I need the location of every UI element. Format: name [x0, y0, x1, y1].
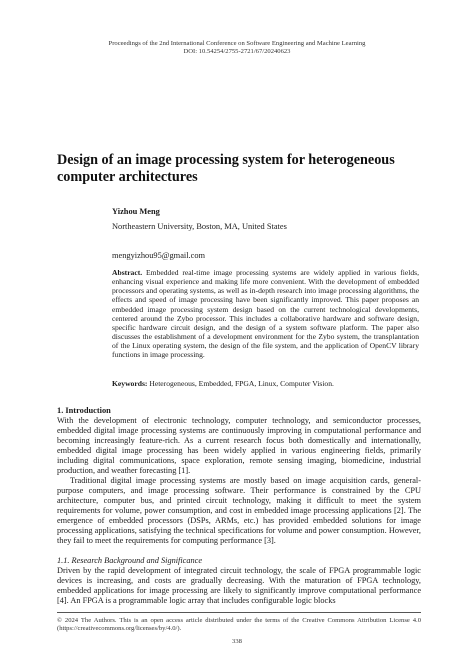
subsection-heading-background: 1.1. Research Background and Significance — [57, 556, 203, 565]
keywords-text: Heterogeneous, Embedded, FPGA, Linux, Computer Vision. — [147, 379, 334, 388]
license-footnote: © 2024 The Authors. This is an open access article distributed under the terms of the Creative Commons Attribution License 4.0 (https://creativecommons.org/licenses/by/4.0/). — [57, 617, 421, 632]
keywords-label: Keywords: — [112, 379, 148, 388]
paper-title: Design of an image processing system for heterogeneous computer architectures — [57, 152, 395, 185]
keywords — [112, 379, 419, 388]
abstract — [112, 268, 419, 360]
intro-paragraph-2: Traditional digital image processing systems are mostly based on image acquisition cards, general-purpose computers, and image processing software. Their performance is constrained by the CPU architecture, computer bus, and printed circuit technology, making it difficult to meet the system requirements for volume, power consumption, and cost in embedded image processing applications [2]. The emergence of embedded processors (DSPs, ARMs, etc.) has provided embedded solutions for image processing applications, satisfying the technical specifications for volume and power consumption. However, they fail to meet the requirements for computing performance [3]. — [57, 476, 421, 545]
running-header-conference: Proceedings of the 2nd International Conference on Software Engineering and Machine Learning — [108, 40, 366, 47]
footnote-divider — [57, 612, 421, 613]
background-paragraph: Driven by the rapid development of integrated circuit technology, the scale of FPGA programmable logic devices is increasing, and costs are gradually decreasing. With the maturation of FPGA technology, embedded applications for image processing are likely to significantly improve computational performance [4]. An FPGA is a programmable logic array that includes configurable logic blocks — [57, 566, 421, 605]
author-affiliation: Northeastern University, Boston, MA, United States — [112, 222, 287, 231]
section-heading-introduction: 1. Introduction — [57, 406, 111, 415]
author-email: mengyizhou95@gmail.com — [112, 251, 206, 260]
running-header-doi: DOI: 10.54254/2755-2721/67/20240623 — [183, 48, 291, 55]
abstract-label: Abstract. — [112, 268, 143, 277]
abstract-text: Embedded real-time image processing systems are widely applied in various fields, enhancing visual experience and making life more convenient. With the development of embedded processors and operating systems, as well as in-depth research into image processing algorithms, the effects and speed of image processing have been significantly improved. This paper proposes an embedded image processing system design based on the current technological developments, centered around the Zybo processor. This includes a collaborative hardware and software design, specific hardware circuit design, and the design of a system software platform. The paper also discusses the establishment of a development environment for the Zybo system, the transplantation of the Linux operating system, the design of the file system, and the application of OpenCV library functions in image processing. — [112, 268, 419, 360]
page-number: 338 — [232, 638, 242, 645]
intro-paragraph-1: With the development of electronic technology, computer technology, and semiconductor processes, embedded digital image processing systems are continuously improving in computational performance and becoming increasingly feature-rich. As a current research focus both domestically and internationally, embedded digital image processing has been widely applied in various engineering fields, primarily including digital communications, space exploration, remote sensing imaging, biomedicine, industrial production, and weather forecasting [1]. — [57, 416, 421, 475]
author-name: Yizhou Meng — [112, 207, 160, 216]
